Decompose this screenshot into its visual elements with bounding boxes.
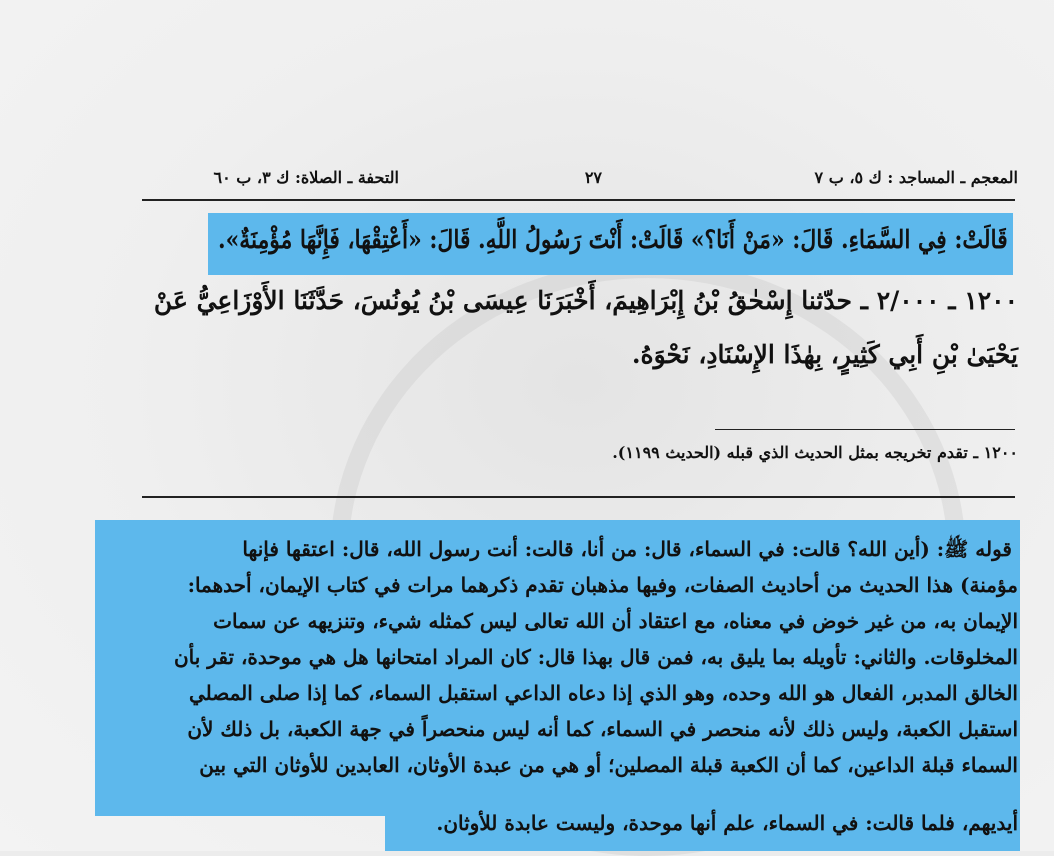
page-number: ٢٧ bbox=[584, 168, 602, 187]
commentary-line: أيديهم، فلما قالت: في السماء، علم أنها موحدة، وليست عابدة للأوثان. bbox=[436, 811, 1018, 835]
commentary-line: مؤمنة) هذا الحديث من أحاديث الصفات، وفيها مذهبان تقدم ذكرهما مرات في كتاب الإيمان، أحدهما: bbox=[187, 573, 1018, 597]
hadith-line-2: ١٢٠٠ ـ ٢/٠٠٠ ـ حدّثنا إِسْحٰقُ بْنُ إِبْرَاهِيمَ، أَخْبَرَنَا عِيسَى بْنُ يُونُسَ، حَدَّثَنَا الأَوْزَاعِيُّ عَنْ bbox=[153, 286, 1018, 315]
footnote: ١٢٠٠ ـ تقدم تخريجه بمثل الحديث الذي قبله (الحديث ١١٩٩). bbox=[612, 443, 1018, 462]
hadith-line-1: قَالَتْ: فِي السَّمَاءِ. قَالَ: «مَنْ أَنَا؟» قَالَتْ: أَنْتَ رَسُولُ اللَّهِ. قَالَ: «أَعْتِقْهَا، فَإِنَّهَا مُؤْمِنَةٌ». bbox=[218, 225, 1008, 254]
header-right: المعجم ـ المساجد : ك ٥، ب ٧ bbox=[814, 168, 1018, 187]
header-rule bbox=[142, 199, 1015, 201]
commentary-line: استقبل الكعبة، وليس ذلك لأنه منحصر في السماء، كما أنه ليس منحصراً في جهة الكعبة، بل ذلك لأن bbox=[187, 717, 1018, 741]
commentary-line: قوله ﷺ: (أين الله؟ قالت: في السماء، قال: من أنا، قالت: أنت رسول الله، قال: اعتقها فإنها bbox=[242, 537, 1012, 561]
footnote-rule bbox=[715, 429, 1015, 430]
commentary-line: المخلوقات. والثاني: تأويله بما يليق به، فمن قال بهذا قال: كان المراد امتحانها هل هي موحدة، تقر بأن bbox=[173, 645, 1018, 669]
section-rule bbox=[142, 496, 1015, 498]
commentary-line: الإيمان به، من غير خوض في معناه، مع اعتقاد أن الله تعالى ليس كمثله شيء، وتنزيهه عن سمات bbox=[213, 609, 1018, 633]
hadith-line-3: يَحْيَىٰ بْنِ أَبِي كَثِيرٍ، بِهٰذَا الإِسْنَادِ، نَحْوَهُ. bbox=[631, 340, 1018, 369]
header-left: التحفة ـ الصلاة: ك ٣، ب ٦٠ bbox=[213, 168, 399, 187]
commentary-line: السماء قبلة الداعين، كما أن الكعبة قبلة المصلين؛ أو هي من عبدة الأوثان، العابدين للأوثان التي بين bbox=[199, 753, 1018, 777]
commentary-line: الخالق المدبر، الفعال هو الله وحده، وهو الذي إذا دعاه الداعي استقبل السماء، كما إذا صلى المصلي bbox=[188, 681, 1018, 705]
